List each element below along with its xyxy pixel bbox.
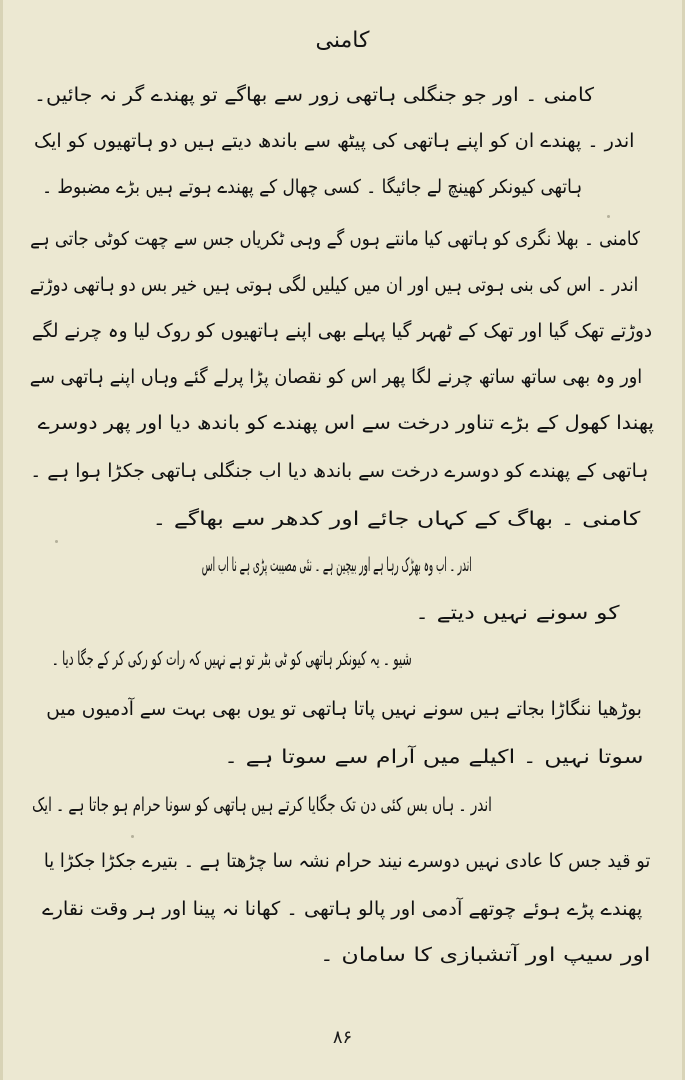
- text-line: کامنی ۔ بھاگ کے کہاں جائے اور کدھر سے بھاگے ۔: [152, 508, 640, 530]
- text-line: کامنی ۔ اور جو جنگلی ہاتھی زور سے بھاگے تو پھندے گر نہ جائیں۔: [33, 84, 594, 106]
- text-line: شیو ۔ یہ کیونکر ہاتھی کو ٹی بٹر تو ہے نہیں کہ رات کو رکی کر کے جگا دیا ۔: [52, 648, 412, 670]
- text-line: اندر ۔ ہاں بس کئی دن تک جگایا کرتے ہیں ہاتھی کو سونا حرام ہو جاتا ہے ۔ ایک: [32, 794, 492, 816]
- text-line: پھندے پڑے ہوئے چوتھے آدمی اور پالو ہاتھی ۔ کھانا نہ پینا اور ہر وقت نقارے: [41, 898, 642, 920]
- text-line: اور سیپ اور آتشبازی کا سامان ۔: [319, 944, 650, 966]
- text-line: دوڑتے تھک گیا اور تھک کے ٹھہر گیا پہلے بھی اپنے ہاتھیوں کو روک لیا وہ چرنے لگے: [31, 320, 652, 342]
- text-line: سوتا نہیں ۔ اکیلے میں آرام سے سوتا ہے ۔: [224, 746, 644, 768]
- text-line: اندر ۔ اب وہ بھڑک رہا ہے اور بیچین ہے ۔ نئی مصیبت پڑی ہے نا اب اس: [202, 554, 472, 576]
- text-line: پھندا کھول کے بڑے تناور درخت سے اس پھندے کو باندھ دیا اور پھر دوسرے: [37, 412, 654, 434]
- text-line: اور وہ بھی ساتھ ساتھ چرنے لگا پھر اس کو نقصان پڑا پرلے گئے وہاں اپنے ہاتھی سے: [29, 366, 642, 388]
- text-line: ہاتھی کیونکر کھینچ لے جائیگا ۔ کسی چھال کے پھندے ہوتے ہیں بڑے مضبوط ۔: [41, 176, 582, 198]
- text-line: کو سونے نہیں دیتے ۔: [415, 602, 620, 624]
- paper-speck: [131, 835, 134, 838]
- page-title: کامنی: [315, 28, 370, 53]
- text-line: ہاتھی کے پھندے کو دوسرے درخت سے باندھ دیا اب جنگلی ہاتھی جکڑا ہوا ہے ۔: [29, 460, 648, 482]
- text-line: بوڑھیا ننگاڑا بجاتے ہیں سونے نہیں پاتا ہاتھی تو یوں بھی بہت سے آدمیوں میں: [46, 698, 642, 720]
- text-line: اندر ۔ اس کی بنی ہوتی ہیں اور ان میں کیلیں لگی ہوتی ہیں خیر بس دو ہاتھی دوڑتے: [29, 274, 638, 296]
- text-line: اندر ۔ پھندے ان کو اپنے ہاتھی کی پیٹھ سے باندھ دیتے ہیں دو ہاتھیوں کو ایک: [33, 130, 634, 152]
- text-line: تو قید جس کا عادی نہیں دوسرے نیند حرام نشہ سا چڑھتا ہے ۔ بتیرے جکڑا جکڑا یا: [43, 850, 650, 872]
- page-number: ۸۶: [332, 1027, 353, 1048]
- paper-speck: [607, 215, 610, 218]
- text-line: کامنی ۔ بھلا نگری کو ہاتھی کیا مانتے ہوں گے وہی ٹکریاں جس سے چھت کوٹی جاتی ہے: [30, 228, 640, 250]
- paper-speck: [55, 540, 58, 543]
